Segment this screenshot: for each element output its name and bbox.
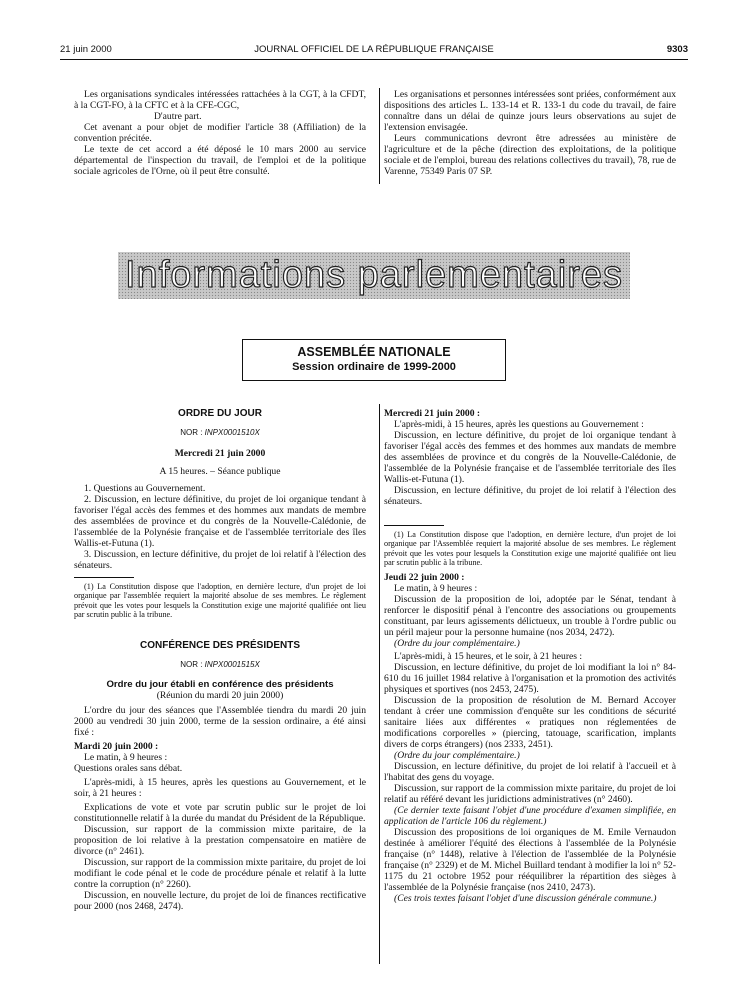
jeudi-heading: Jeudi 22 juin 2000 : — [384, 571, 465, 583]
header-journal-title: JOURNAL OFFICIEL DE LA RÉPUBLIQUE FRANÇAISE — [254, 44, 494, 55]
agenda-item: Discussion, en lecture définitive, du projet de loi relatif à l'élection des sénateurs. — [384, 485, 676, 507]
banner-title: Informations parlementaires — [125, 254, 623, 296]
column-divider — [379, 88, 380, 184]
agenda-item: Discussion, sur rapport de la commission mixte paritaire, de la proposition de loi relative à la prestation compensatoire en matière de divorce (n° 2461). — [74, 823, 366, 857]
time-line: L'après-midi, à 15 heures, après les questions au Gouvernement : — [394, 419, 644, 430]
procedure-note: (Ce dernier texte faisant l'objet d'une procédure d'examen simplifiée, en application de l'article 106 du règlement.) — [384, 804, 676, 827]
nor-label: NOR : — [180, 659, 203, 669]
agenda-item: Discussion, sur rapport de la commission mixte paritaire, du projet de loi relatif au référé devant les juridictions administratives (n° 2460). — [384, 782, 676, 805]
agenda-item: 3. Discussion, en lecture définitive, du projet de loi relatif à l'élection des sénateurs. — [74, 549, 366, 571]
mercredi-heading: Mercredi 21 juin 2000 : — [384, 408, 481, 419]
assembly-title: ASSEMBLÉE NATIONALE — [297, 345, 451, 359]
agenda-item: Discussion des propositions de loi organiques de M. Emile Vernaudon destinée à améliorer l'équité des élections à l'assemblée de la Polynésie française (n° 1448), relative à l'élection de l'assemblée de la Polynésie française (n° 2329) et de M. Michel Buillard tendant à modifier la loi n° 52-1175 du 21 octobre 1952 pour rééquilibrer la répartition des sièges à l'assemblée de la Polynésie française (nos 2410, 2473). — [384, 826, 676, 893]
agenda-item: Discussion, en lecture définitive, du projet de loi organique tendant à favoriser l'égal accès des femmes et des hommes aux mandats de membre des assemblées de province et du congrès de la Nouvelle-Calédonie, de l'assemblée de la Polynésie française et de l'assemblée territoriale des îles Wallis-et-Futuna (1). — [384, 430, 676, 485]
complementaire-note: (Ordre du jour complémentaire.) — [394, 637, 520, 649]
paragraph: Leurs communications devront être adressées au ministère de l'agriculture et de la pêche (direction des exploitations, de la politique sociale et de l'emploi, bureau des relations collectives du travail), 78, rue de Varenne, 75349 Paris 07 SP. — [384, 133, 676, 177]
agenda-item: Discussion, sur rapport de la commission mixte paritaire, du projet de loi modifiant le code pénal et le code de procédure pénale et relatif à la lutte contre la corruption (n° 2260). — [74, 856, 366, 890]
left-column — [74, 408, 366, 912]
agenda-item: Discussion, en nouvelle lecture, du projet de loi de finances rectificative pour 2000 (nos 2468, 2474). — [74, 889, 366, 912]
nor-reference — [74, 659, 366, 670]
discussion-note: (Ces trois textes faisant l'objet d'une discussion générale commune.) — [394, 892, 657, 904]
header-page-number: 9303 — [666, 44, 688, 55]
paragraph: Questions orales sans débat. — [74, 762, 183, 774]
time-line: L'après-midi, à 15 heures, après les questions au Gouvernement, et le soir, à 21 heures : — [74, 776, 366, 799]
page-header — [60, 44, 688, 58]
agenda-item: Explications de vote et vote par scrutin public sur le projet de loi constitutionnelle relatif à la durée du mandat du Président de la République. — [74, 801, 366, 824]
session-title: Session ordinaire de 1999-2000 — [292, 361, 456, 373]
footnote-rule — [384, 525, 444, 526]
paragraph: Les organisations et personnes intéressées sont priées, conformément aux dispositions des articles L. 133-14 et R. 133-1 du code du travail, de faire connaître dans un délai de quinze jours leurs observations au sujet de l'extension envisagée. — [384, 89, 676, 133]
nor-reference — [74, 427, 366, 438]
top-left-column — [74, 89, 366, 177]
paragraph: D'autre part. — [154, 111, 202, 122]
nor-code: INPX0001515X — [204, 659, 260, 669]
agenda-item: Discussion de la proposition de loi, adoptée par le Sénat, tendant à renforcer le dispositif pénal à l'encontre des associations ou groupements constituant, par leurs agissements délictueux, un trouble à l'ordre public ou un péril majeur pour la personne humaine (nos 2034, 2472). — [384, 593, 676, 638]
agenda-item: Discussion de la proposition de résolution de M. Bernard Accoyer tendant à créer une commission d'enquête sur les conditions de sécurité sanitaire liées aux différentes « pratiques non réglementées de modifications corporelles » (piercing, tatouage, scarification, implants divers de corps étrangers) (nos 2333, 2451). — [384, 694, 676, 750]
time-line: Le matin, à 9 heures : — [394, 582, 478, 594]
intro-paragraph: L'ordre du jour des séances que l'Assemblée tiendra du mardi 20 juin 2000 au vendredi 30 juin 2000, terme de la session ordinaire, a été ainsi fixé : — [74, 704, 366, 738]
nor-label: NOR : — [180, 428, 203, 437]
complementaire-note: (Ordre du jour complémentaire.) — [394, 749, 520, 761]
agenda-item: 1. Questions au Gouvernement. — [84, 483, 206, 494]
footnote: (1) La Constitution dispose que l'adoption, en dernière lecture, d'un projet de loi organique par l'assemblée requiert la majorité absolue de ses membres. Le règlement prévoit que les votes pour lesquels la Constitution exige une majorité qualifiée ont lieu par scrutin public à la tribune. — [74, 582, 366, 620]
paragraph: Les organisations syndicales intéressées rattachées à la CGT, à la CFDT, à la CGT-FO, à la CFTC et à la CFE-CGC, — [74, 89, 366, 111]
agenda-item: Discussion, en lecture définitive, du projet de loi relatif à l'accueil et à l'habitat des gens du voyage. — [384, 760, 676, 783]
seance-line: A 15 heures. – Séance publique — [159, 466, 281, 477]
time-line: Le matin, à 9 heures : — [84, 751, 168, 763]
mardi-heading: Mardi 20 juin 2000 : — [74, 740, 159, 752]
time-line: L'après-midi, à 15 heures, et le soir, à 21 heures : — [394, 650, 583, 662]
reunion-line: (Réunion du mardi 20 juin 2000) — [156, 689, 284, 701]
header-rule — [60, 59, 688, 60]
mercredi-heading: Mercredi 21 juin 2000 — [174, 448, 266, 459]
footnote-rule — [74, 577, 134, 578]
right-column — [384, 408, 676, 904]
conference-heading: CONFÉRENCE DES PRÉSIDENTS — [139, 639, 301, 651]
top-right-column — [384, 89, 676, 177]
agenda-item: 2. Discussion, en lecture définitive, du projet de loi organique tendant à favoriser l'égal accès des femmes et des hommes aux mandats de membre des assemblées de province et du congrès de la Nouvelle-Calédonie, de l'assemblée de la Polynésie française et de l'assemblée territoriale des îles Wallis-et-Futuna (1). — [74, 494, 366, 549]
footnote: (1) La Constitution dispose que l'adoption, en dernière lecture, d'un projet de loi organique par l'Assemblée requiert la majorité absolue de ses membres. Le règlement prévoit que les votes pour lesquels la Constitution exige une majorité qualifiée ont lieu par scrutin public à la tribune. — [384, 530, 676, 568]
paragraph: Le texte de cet accord a été déposé le 10 mars 2000 au service départemental de l'inspection du travail, de l'emploi et de la politique sociale agricoles de l'Orne, où il peut être consulté. — [74, 144, 366, 177]
section-banner — [118, 252, 630, 299]
column-divider — [379, 404, 380, 964]
assembly-box — [242, 339, 506, 381]
ordre-du-jour-heading: ORDRE DU JOUR — [178, 408, 262, 419]
ordre-etabli-heading: Ordre du jour établi en conférence des présidents — [106, 678, 334, 690]
nor-code: INPX0001510X — [204, 428, 260, 437]
header-date: 21 juin 2000 — [60, 44, 112, 55]
agenda-item: Discussion, en lecture définitive, du projet de loi modifiant la loi n° 84-610 du 16 juillet 1984 relative à l'organisation et la promotion des activités physiques et sportives (nos 2453, 2475). — [384, 661, 676, 695]
paragraph: Cet avenant a pour objet de modifier l'article 38 (Affiliation) de la convention précitée. — [74, 122, 366, 144]
